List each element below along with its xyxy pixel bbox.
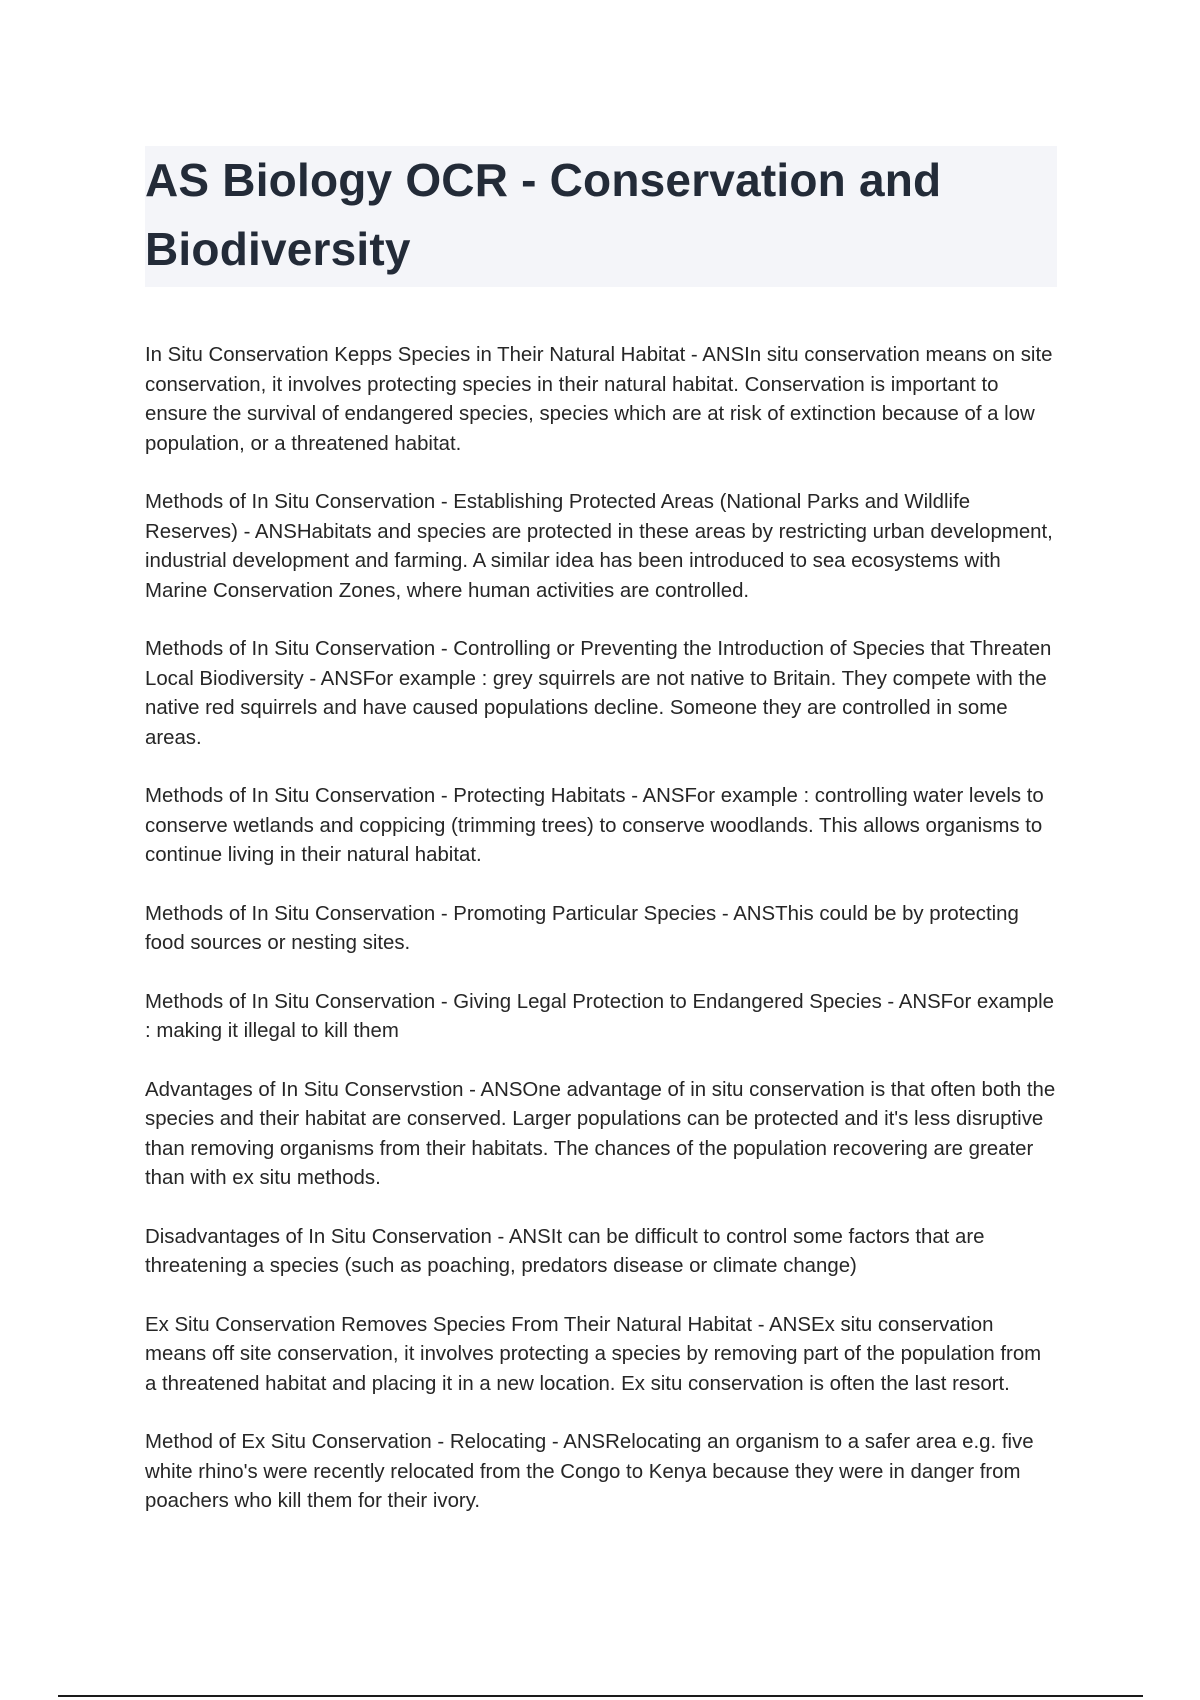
entry-controlling-species: Methods of In Situ Conservation - Controlling or Preventing the Introduction of Species that Threaten Local Biodiversity - ANSFor example : grey squirrels are not native to Britain. They compete with the native red squirrels and have caused populations decline. Someone they are controlled in some areas. (145, 638, 1052, 749)
page-title: AS Biology OCR - Conservation and Biodiversity (145, 154, 942, 275)
entry-legal-protection: Methods of In Situ Conservation - Giving Legal Protection to Endangered Species - ANSFor example : making it illegal to kill them (145, 990, 1055, 1042)
footer-divider (58, 1695, 1143, 1697)
entry-protected-areas: Methods of In Situ Conservation - Establishing Protected Areas (National Parks and Wildlife Reserves) - ANSHabitats and species are protected in these areas by restricting urban development, industrial development and farming. A similar idea has been introduced to sea ecosystems with Marine Conservation Zones, where human activities are controlled. (145, 491, 1053, 602)
entry-relocating: Method of Ex Situ Conservation - Relocating - ANSRelocating an organism to a safer area e.g. five white rhino's were recently relocated from the Congo to Kenya because they were in danger from poachers who kill them for their ivory. (145, 1431, 1034, 1512)
entry-promoting-species: Methods of In Situ Conservation - Promoting Particular Species - ANSThis could be by protecting food sources or nesting sites. (145, 902, 1019, 954)
entry-in-situ-disadvantages: Disadvantages of In Situ Conservation - ANSIt can be difficult to control some factors that are threatening a species (such as poaching, predators disease or climate change) (145, 1225, 985, 1277)
entry-protecting-habitats: Methods of In Situ Conservation - Protecting Habitats - ANSFor example : controlling water levels to conserve wetlands and coppicing (trimming trees) to conserve woodlands. This allows organisms to continue living in their natural habitat. (145, 785, 1044, 866)
title-block (145, 146, 1057, 287)
entry-in-situ-definition: In Situ Conservation Kepps Species in Their Natural Habitat - ANSIn situ conservation means on site conservation, it involves protecting species in their natural habitat. Conservation is important to ensure the survival of endangered species, species which are at risk of extinction because of a low population, or a threatened habitat. (145, 344, 1053, 455)
entry-ex-situ-definition: Ex Situ Conservation Removes Species From Their Natural Habitat - ANSEx situ conservation means off site conservation, it involves protecting a species by removing part of the population from a threatened habitat and placing it in a new location. Ex situ conservation is often the last resort. (145, 1313, 1042, 1395)
document-body (145, 341, 1057, 1546)
entry-in-situ-advantages: Advantages of In Situ Conservstion - ANSOne advantage of in situ conservation is that often both the species and their habitat are conserved. Larger populations can be protected and it's less disruptive than removing organisms from their habitats. The chances of the population recovering are greater than with ex situ methods. (145, 1078, 1056, 1189)
